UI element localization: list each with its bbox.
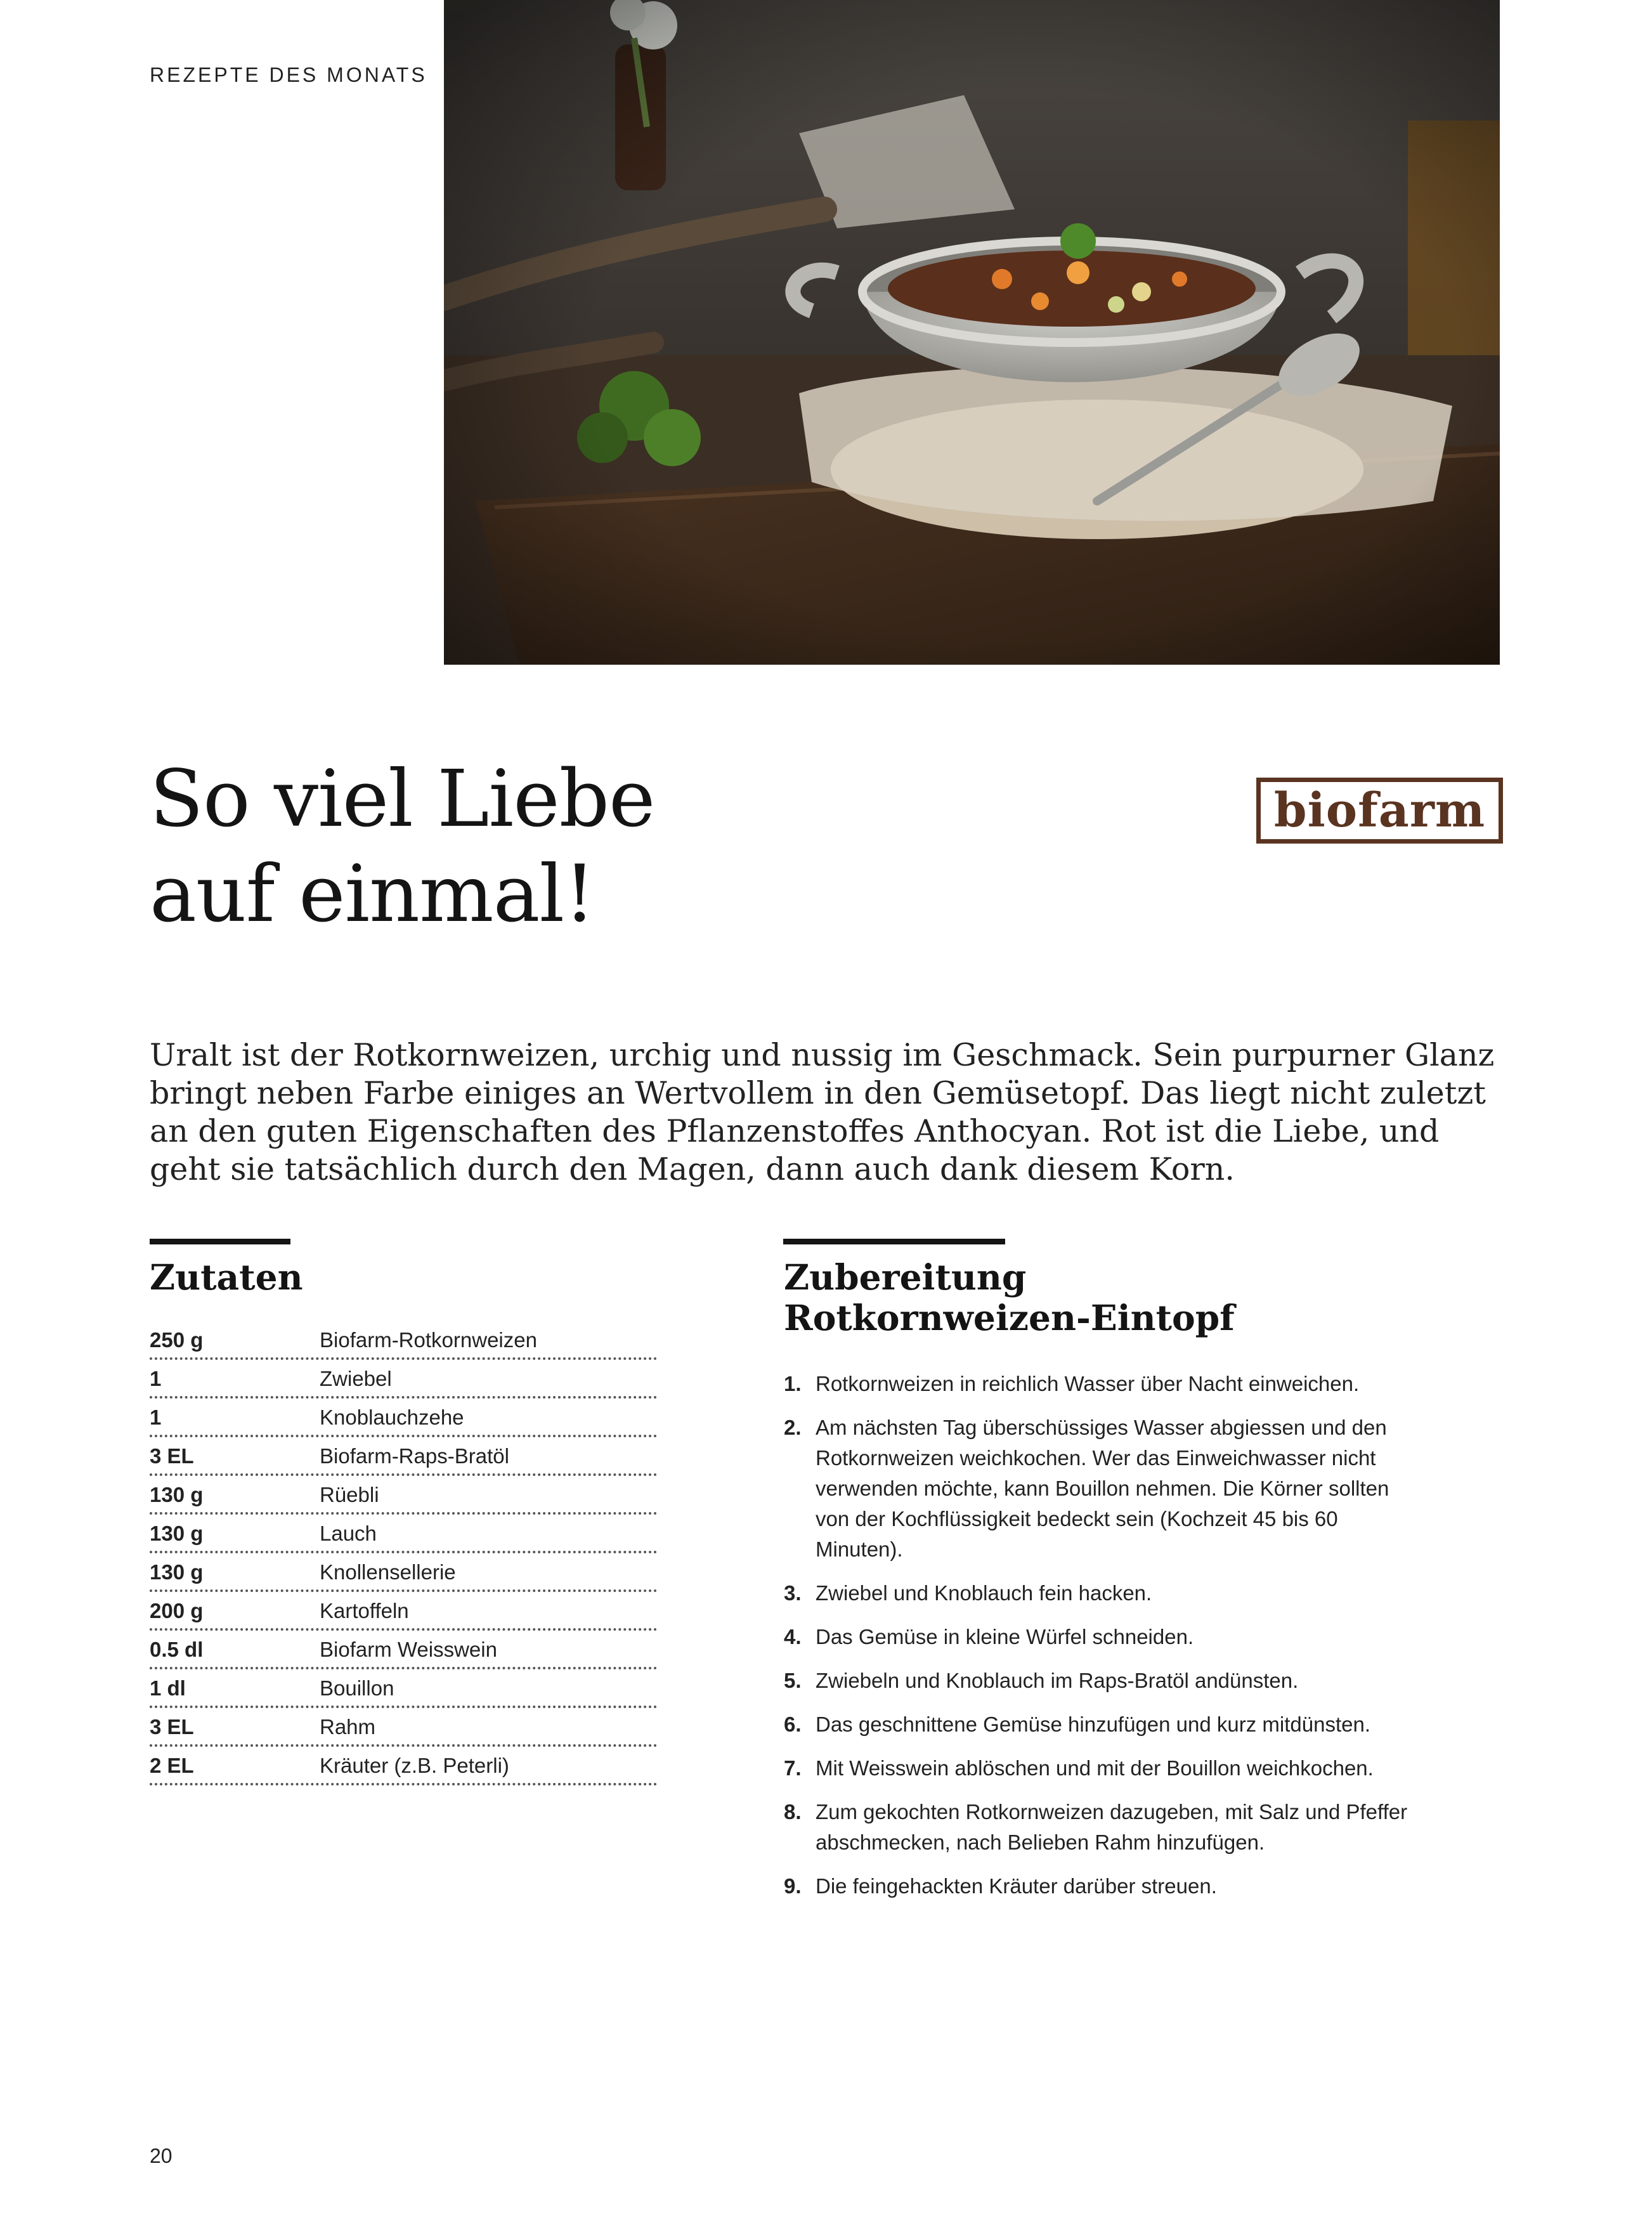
preparation-step <box>784 1622 1418 1652</box>
step-text: Zum gekochten Rotkornweizen dazugeben, mit Salz und Pfeffer abschmecken, nach Belieben Rahm hinzufügen. <box>816 1800 1408 1854</box>
preparation-step <box>784 1578 1418 1608</box>
ingredient-row <box>150 1708 657 1747</box>
ingredient-name: Knoblauchzehe <box>320 1406 464 1429</box>
ingredient-quantity: 130 g <box>150 1483 204 1506</box>
preparation-step <box>784 1369 1418 1399</box>
ingredient-name: Biofarm-Rotkornweizen <box>320 1328 537 1352</box>
step-text: Zwiebeln und Knoblauch im Raps-Bratöl andünsten. <box>816 1669 1299 1692</box>
step-number: 9. <box>784 1874 802 1898</box>
preparation-step <box>784 1753 1418 1784</box>
preparation-step <box>784 1666 1418 1696</box>
page-number: 20 <box>150 2144 172 2167</box>
ingredient-quantity: 1 <box>150 1406 162 1429</box>
preparation-steps <box>784 1369 1418 1915</box>
section-label: REZEPTE DES MONATS <box>150 63 427 86</box>
ingredient-row <box>150 1360 657 1399</box>
biofarm-logo <box>1256 778 1503 844</box>
ingredient-row <box>150 1476 657 1515</box>
headline-line-2: auf einmal! <box>150 849 595 940</box>
step-text: Am nächsten Tag überschüssiges Wasser abgiessen und den Rotkornweizen weichkochen. Wer das Einweichwasser nicht verwenden möchte, kann Bouillon nehmen. Die Körner sollten von der Kochflüssigkeit bedeckt sein (Kochzeit 45 bis 60 Minuten). <box>816 1416 1389 1561</box>
logo-text: biofarm <box>1273 783 1486 838</box>
ingredient-row <box>150 1399 657 1437</box>
ingredient-row <box>150 1747 657 1785</box>
ingredient-row <box>150 1669 657 1708</box>
step-text: Zwiebel und Knoblauch fein hacken. <box>816 1581 1152 1605</box>
ingredient-quantity: 130 g <box>150 1560 204 1584</box>
ingredient-row <box>150 1553 657 1592</box>
ingredient-quantity: 1 dl <box>150 1676 186 1700</box>
preparation-step <box>784 1871 1418 1902</box>
headline-line-1: So viel Liebe <box>150 754 655 845</box>
ingredient-name: Kräuter (z.B. Peterli) <box>320 1754 509 1777</box>
ingredient-quantity: 130 g <box>150 1522 204 1545</box>
preparation-heading-line-2: Rotkornweizen-Eintopf <box>784 1297 1235 1338</box>
step-number: 7. <box>784 1756 802 1780</box>
ingredient-name: Bouillon <box>320 1676 394 1700</box>
ingredient-quantity: 1 <box>150 1367 162 1390</box>
step-text: Mit Weisswein ablöschen und mit der Bouillon weichkochen. <box>816 1756 1374 1780</box>
step-text: Das geschnittene Gemüse hinzufügen und kurz mitdünsten. <box>816 1713 1371 1736</box>
ingredients-rule <box>150 1239 290 1244</box>
step-number: 5. <box>784 1669 802 1692</box>
ingredient-quantity: 200 g <box>150 1599 204 1622</box>
step-number: 8. <box>784 1800 802 1824</box>
ingredient-name: Knollensellerie <box>320 1560 456 1584</box>
ingredient-row <box>150 1631 657 1669</box>
step-number: 3. <box>784 1581 802 1605</box>
ingredient-quantity: 2 EL <box>150 1754 194 1777</box>
ingredients-list <box>150 1321 657 1785</box>
step-text: Die feingehackten Kräuter darüber streuen. <box>816 1874 1217 1898</box>
ingredient-row <box>150 1515 657 1553</box>
ingredient-quantity: 0.5 dl <box>150 1638 204 1661</box>
step-text: Rotkornweizen in reichlich Wasser über Nacht einweichen. <box>816 1372 1360 1395</box>
headline <box>150 752 1037 942</box>
ingredient-name: Lauch <box>320 1522 377 1545</box>
ingredients-heading: Zutaten <box>150 1256 303 1298</box>
ingredient-name: Rahm <box>320 1715 376 1739</box>
ingredient-name: Kartoffeln <box>320 1599 409 1622</box>
ingredient-name: Zwiebel <box>320 1367 392 1390</box>
step-text: Das Gemüse in kleine Würfel schneiden. <box>816 1625 1194 1648</box>
ingredient-name: Rüebli <box>320 1483 379 1506</box>
step-number: 4. <box>784 1625 802 1648</box>
ingredient-name: Biofarm Weisswein <box>320 1638 497 1661</box>
intro-paragraph: Uralt ist der Rotkornweizen, urchig und nussig im Geschmack. Sein purpurner Glanz bringt neben Farbe einiges an Wertvollem in den Gemüsetopf. Das liegt nicht zuletzt an den guten Eigenschaften des Pflanzenstoffes Anthocyan. Rot ist die Liebe, und geht sie tatsächlich durch den Magen, dann auch dank diesem Korn. <box>150 1037 1495 1187</box>
preparation-step <box>784 1797 1418 1858</box>
preparation-heading-line-1: Zubereitung <box>784 1256 1027 1298</box>
step-number: 2. <box>784 1416 802 1439</box>
ingredient-row <box>150 1321 657 1360</box>
ingredient-quantity: 250 g <box>150 1328 204 1352</box>
hero-photo <box>444 0 1500 665</box>
step-number: 1. <box>784 1372 802 1395</box>
ingredient-row <box>150 1437 657 1476</box>
preparation-heading <box>784 1257 1235 1338</box>
preparation-step <box>784 1709 1418 1740</box>
ingredient-name: Biofarm-Raps-Bratöl <box>320 1444 509 1468</box>
ingredient-quantity: 3 EL <box>150 1444 194 1468</box>
preparation-step <box>784 1413 1418 1565</box>
preparation-rule <box>783 1239 1005 1244</box>
ingredient-row <box>150 1592 657 1631</box>
step-number: 6. <box>784 1713 802 1736</box>
ingredient-quantity: 3 EL <box>150 1715 194 1739</box>
